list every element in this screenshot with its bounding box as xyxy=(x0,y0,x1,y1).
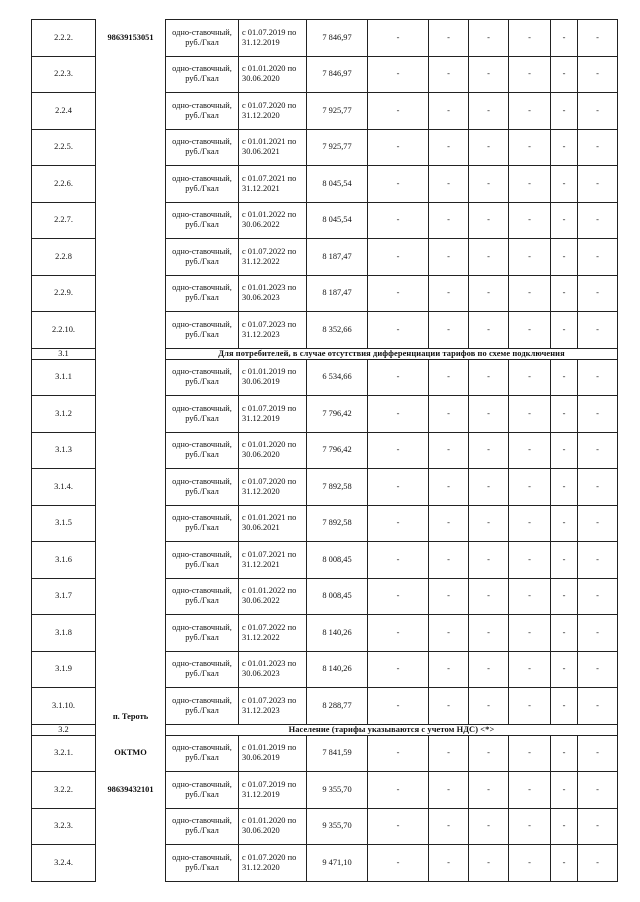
tariff-type: одно-ставочный, руб./Гкал xyxy=(166,615,239,652)
empty-value-dash: - xyxy=(551,93,578,130)
empty-value-dash: - xyxy=(469,312,509,349)
empty-value-dash: - xyxy=(509,651,551,688)
account-cell xyxy=(96,93,166,130)
empty-value-dash: - xyxy=(368,129,429,166)
empty-value-dash: - xyxy=(469,275,509,312)
empty-value-dash: - xyxy=(551,56,578,93)
empty-value-dash: - xyxy=(429,505,469,542)
account-cell xyxy=(96,724,166,735)
tariff-type: одно-ставочный, руб./Гкал xyxy=(166,735,239,772)
empty-value-dash: - xyxy=(578,20,618,57)
row-number: 3.2.3. xyxy=(32,808,96,845)
empty-value-dash: - xyxy=(509,129,551,166)
empty-value-dash: - xyxy=(551,202,578,239)
account-cell xyxy=(96,845,166,882)
tariff-value: 7 892,58 xyxy=(307,505,368,542)
tariff-period: с 01.01.2020 по 30.06.2020 xyxy=(239,432,307,469)
empty-value-dash: - xyxy=(578,808,618,845)
settlement-name: п. Тероть xyxy=(96,688,166,725)
table-row xyxy=(32,359,618,396)
account-cell xyxy=(96,396,166,433)
row-number: 3.1.7 xyxy=(32,578,96,615)
row-number: 3.1.9 xyxy=(32,651,96,688)
empty-value-dash: - xyxy=(469,651,509,688)
empty-value-dash: - xyxy=(429,578,469,615)
tariff-period: с 01.07.2022 по 31.12.2022 xyxy=(239,615,307,652)
tariff-type: одно-ставочный, руб./Гкал xyxy=(166,359,239,396)
oktmo-code: 98639432101 xyxy=(96,772,166,809)
tariff-value: 8 140,26 xyxy=(307,615,368,652)
empty-value-dash: - xyxy=(368,808,429,845)
empty-value-dash: - xyxy=(368,542,429,579)
account-cell xyxy=(96,239,166,276)
tariff-period: с 01.01.2023 по 30.06.2023 xyxy=(239,275,307,312)
empty-value-dash: - xyxy=(578,93,618,130)
tariff-type: одно-ставочный, руб./Гкал xyxy=(166,20,239,57)
account-cell xyxy=(96,615,166,652)
empty-value-dash: - xyxy=(551,469,578,506)
tariff-period: с 01.01.2020 по 30.06.2020 xyxy=(239,56,307,93)
empty-value-dash: - xyxy=(368,845,429,882)
tariff-period: с 01.07.2020 по 31.12.2020 xyxy=(239,93,307,130)
empty-value-dash: - xyxy=(509,735,551,772)
empty-value-dash: - xyxy=(469,845,509,882)
empty-value-dash: - xyxy=(429,275,469,312)
empty-value-dash: - xyxy=(368,615,429,652)
tariff-period: с 01.01.2022 по 30.06.2022 xyxy=(239,202,307,239)
empty-value-dash: - xyxy=(469,396,509,433)
row-number: 3.1.2 xyxy=(32,396,96,433)
table-row xyxy=(32,93,618,130)
empty-value-dash: - xyxy=(429,469,469,506)
empty-value-dash: - xyxy=(469,578,509,615)
empty-value-dash: - xyxy=(578,772,618,809)
row-number: 3.2.2. xyxy=(32,772,96,809)
tariff-type: одно-ставочный, руб./Гкал xyxy=(166,166,239,203)
account-cell xyxy=(96,432,166,469)
tariff-period: с 01.07.2019 по 31.12.2019 xyxy=(239,772,307,809)
empty-value-dash: - xyxy=(578,56,618,93)
account-cell xyxy=(96,505,166,542)
empty-value-dash: - xyxy=(368,202,429,239)
empty-value-dash: - xyxy=(429,808,469,845)
empty-value-dash: - xyxy=(368,432,429,469)
row-number: 3.1.10. xyxy=(32,688,96,725)
empty-value-dash: - xyxy=(551,505,578,542)
tariff-type: одно-ставочный, руб./Гкал xyxy=(166,688,239,725)
tariff-period: с 01.01.2019 по 30.06.2019 xyxy=(239,735,307,772)
row-number: 2.2.6. xyxy=(32,166,96,203)
account-cell xyxy=(96,359,166,396)
row-number: 3.2.4. xyxy=(32,845,96,882)
empty-value-dash: - xyxy=(551,129,578,166)
empty-value-dash: - xyxy=(578,578,618,615)
empty-value-dash: - xyxy=(469,469,509,506)
empty-value-dash: - xyxy=(368,239,429,276)
empty-value-dash: - xyxy=(368,469,429,506)
empty-value-dash: - xyxy=(509,56,551,93)
empty-value-dash: - xyxy=(429,688,469,725)
empty-value-dash: - xyxy=(509,808,551,845)
tariff-period: с 01.01.2019 по 30.06.2019 xyxy=(239,359,307,396)
empty-value-dash: - xyxy=(469,166,509,203)
tariff-value: 8 045,54 xyxy=(307,166,368,203)
tariff-period: с 01.07.2020 по 31.12.2020 xyxy=(239,469,307,506)
tariff-period: с 01.07.2020 по 31.12.2020 xyxy=(239,845,307,882)
row-number: 2.2.7. xyxy=(32,202,96,239)
empty-value-dash: - xyxy=(578,469,618,506)
empty-value-dash: - xyxy=(509,578,551,615)
empty-value-dash: - xyxy=(509,239,551,276)
table-row xyxy=(32,202,618,239)
section-header-row xyxy=(32,724,618,735)
tariff-type: одно-ставочный, руб./Гкал xyxy=(166,239,239,276)
table-row xyxy=(32,505,618,542)
tariff-type: одно-ставочный, руб./Гкал xyxy=(166,202,239,239)
table-row xyxy=(32,808,618,845)
empty-value-dash: - xyxy=(578,312,618,349)
empty-value-dash: - xyxy=(551,735,578,772)
empty-value-dash: - xyxy=(509,432,551,469)
empty-value-dash: - xyxy=(368,651,429,688)
empty-value-dash: - xyxy=(368,166,429,203)
empty-value-dash: - xyxy=(551,651,578,688)
empty-value-dash: - xyxy=(578,166,618,203)
tariff-type: одно-ставочный, руб./Гкал xyxy=(166,312,239,349)
empty-value-dash: - xyxy=(368,312,429,349)
tariff-type: одно-ставочный, руб./Гкал xyxy=(166,432,239,469)
table-row xyxy=(32,275,618,312)
empty-value-dash: - xyxy=(578,396,618,433)
empty-value-dash: - xyxy=(551,688,578,725)
tariff-value: 8 008,45 xyxy=(307,578,368,615)
tariff-value: 8 288,77 xyxy=(307,688,368,725)
empty-value-dash: - xyxy=(368,505,429,542)
row-number: 2.2.5. xyxy=(32,129,96,166)
account-cell xyxy=(96,808,166,845)
table-row xyxy=(32,772,618,809)
empty-value-dash: - xyxy=(578,542,618,579)
empty-value-dash: - xyxy=(509,359,551,396)
empty-value-dash: - xyxy=(509,166,551,203)
tariff-value: 8 008,45 xyxy=(307,542,368,579)
empty-value-dash: - xyxy=(551,578,578,615)
table-row xyxy=(32,56,618,93)
tariff-period: с 01.01.2020 по 30.06.2020 xyxy=(239,808,307,845)
empty-value-dash: - xyxy=(509,202,551,239)
empty-value-dash: - xyxy=(429,432,469,469)
row-number: 3.1.8 xyxy=(32,615,96,652)
empty-value-dash: - xyxy=(469,20,509,57)
empty-value-dash: - xyxy=(551,542,578,579)
table-row xyxy=(32,396,618,433)
empty-value-dash: - xyxy=(368,56,429,93)
empty-value-dash: - xyxy=(578,359,618,396)
tariff-value: 7 892,58 xyxy=(307,469,368,506)
empty-value-dash: - xyxy=(578,129,618,166)
empty-value-dash: - xyxy=(368,688,429,725)
empty-value-dash: - xyxy=(509,772,551,809)
empty-value-dash: - xyxy=(368,578,429,615)
account-cell xyxy=(96,56,166,93)
empty-value-dash: - xyxy=(429,239,469,276)
tariff-type: одно-ставочный, руб./Гкал xyxy=(166,845,239,882)
row-number: 3.1.5 xyxy=(32,505,96,542)
empty-value-dash: - xyxy=(469,359,509,396)
row-number: 2.2.9. xyxy=(32,275,96,312)
table-row xyxy=(32,166,618,203)
table-row xyxy=(32,432,618,469)
empty-value-dash: - xyxy=(509,396,551,433)
table-row xyxy=(32,651,618,688)
empty-value-dash: - xyxy=(551,239,578,276)
empty-value-dash: - xyxy=(429,56,469,93)
account-cell xyxy=(96,129,166,166)
oktmo-label: ОКТМО xyxy=(96,735,166,772)
account-cell xyxy=(96,651,166,688)
row-number: 2.2.8 xyxy=(32,239,96,276)
empty-value-dash: - xyxy=(578,202,618,239)
row-number: 3.2.1. xyxy=(32,735,96,772)
section-title: Население (тарифы указываются с учетом НДС) <*> xyxy=(166,724,618,735)
account-cell xyxy=(96,469,166,506)
empty-value-dash: - xyxy=(509,845,551,882)
empty-value-dash: - xyxy=(368,275,429,312)
tariff-type: одно-ставочный, руб./Гкал xyxy=(166,129,239,166)
row-number: 3.1.1 xyxy=(32,359,96,396)
tariff-type: одно-ставочный, руб./Гкал xyxy=(166,93,239,130)
tariff-period: с 01.07.2019 по 31.12.2019 xyxy=(239,20,307,57)
empty-value-dash: - xyxy=(429,772,469,809)
empty-value-dash: - xyxy=(429,166,469,203)
tariff-period: с 01.01.2021 по 30.06.2021 xyxy=(239,129,307,166)
account-cell xyxy=(96,348,166,359)
empty-value-dash: - xyxy=(429,615,469,652)
empty-value-dash: - xyxy=(578,432,618,469)
tariff-value: 7 925,77 xyxy=(307,93,368,130)
row-number: 2.2.3. xyxy=(32,56,96,93)
tariff-type: одно-ставочный, руб./Гкал xyxy=(166,578,239,615)
empty-value-dash: - xyxy=(551,359,578,396)
table-row xyxy=(32,542,618,579)
empty-value-dash: - xyxy=(551,275,578,312)
empty-value-dash: - xyxy=(578,505,618,542)
empty-value-dash: - xyxy=(429,93,469,130)
empty-value-dash: - xyxy=(469,56,509,93)
account-cell xyxy=(96,578,166,615)
empty-value-dash: - xyxy=(429,735,469,772)
empty-value-dash: - xyxy=(469,808,509,845)
tariff-period: с 01.07.2021 по 31.12.2021 xyxy=(239,542,307,579)
account-cell xyxy=(96,275,166,312)
empty-value-dash: - xyxy=(509,312,551,349)
tariff-value: 9 355,70 xyxy=(307,772,368,809)
empty-value-dash: - xyxy=(469,735,509,772)
empty-value-dash: - xyxy=(509,505,551,542)
account-cell xyxy=(96,202,166,239)
empty-value-dash: - xyxy=(578,651,618,688)
empty-value-dash: - xyxy=(509,542,551,579)
section-number: 3.2 xyxy=(32,724,96,735)
tariff-type: одно-ставочный, руб./Гкал xyxy=(166,505,239,542)
tariff-type: одно-ставочный, руб./Гкал xyxy=(166,469,239,506)
section-title: Для потребителей, в случае отсутствия дифференциации тарифов по схеме подключения xyxy=(166,348,618,359)
section-number: 3.1 xyxy=(32,348,96,359)
empty-value-dash: - xyxy=(551,808,578,845)
tariff-period: с 01.07.2019 по 31.12.2019 xyxy=(239,396,307,433)
empty-value-dash: - xyxy=(551,845,578,882)
tariff-type: одно-ставочный, руб./Гкал xyxy=(166,651,239,688)
tariff-value: 7 925,77 xyxy=(307,129,368,166)
empty-value-dash: - xyxy=(469,505,509,542)
empty-value-dash: - xyxy=(429,359,469,396)
tariff-value: 6 534,66 xyxy=(307,359,368,396)
empty-value-dash: - xyxy=(429,129,469,166)
tariff-type: одно-ставочный, руб./Гкал xyxy=(166,56,239,93)
empty-value-dash: - xyxy=(551,166,578,203)
empty-value-dash: - xyxy=(429,312,469,349)
empty-value-dash: - xyxy=(368,359,429,396)
table-row xyxy=(32,688,618,725)
empty-value-dash: - xyxy=(469,239,509,276)
table-row xyxy=(32,239,618,276)
empty-value-dash: - xyxy=(551,772,578,809)
table-row xyxy=(32,578,618,615)
tariff-type: одно-ставочный, руб./Гкал xyxy=(166,542,239,579)
tariff-table xyxy=(31,19,618,882)
empty-value-dash: - xyxy=(429,542,469,579)
table-row xyxy=(32,312,618,349)
empty-value-dash: - xyxy=(429,202,469,239)
tariff-period: с 01.07.2022 по 31.12.2022 xyxy=(239,239,307,276)
empty-value-dash: - xyxy=(551,396,578,433)
row-number: 2.2.10. xyxy=(32,312,96,349)
empty-value-dash: - xyxy=(509,615,551,652)
tariff-type: одно-ставочный, руб./Гкал xyxy=(166,396,239,433)
account-cell xyxy=(96,166,166,203)
table-row xyxy=(32,845,618,882)
empty-value-dash: - xyxy=(469,542,509,579)
empty-value-dash: - xyxy=(368,93,429,130)
tariff-value: 7 846,97 xyxy=(307,20,368,57)
table-row xyxy=(32,469,618,506)
empty-value-dash: - xyxy=(429,651,469,688)
empty-value-dash: - xyxy=(578,688,618,725)
tariff-period: с 01.01.2021 по 30.06.2021 xyxy=(239,505,307,542)
tariff-value: 8 187,47 xyxy=(307,275,368,312)
row-number: 2.2.2. xyxy=(32,20,96,57)
tariff-period: с 01.01.2023 по 30.06.2023 xyxy=(239,651,307,688)
empty-value-dash: - xyxy=(469,202,509,239)
empty-value-dash: - xyxy=(509,93,551,130)
tariff-value: 9 471,10 xyxy=(307,845,368,882)
tariff-value: 8 352,66 xyxy=(307,312,368,349)
account-cell xyxy=(96,312,166,349)
row-number: 3.1.6 xyxy=(32,542,96,579)
empty-value-dash: - xyxy=(469,772,509,809)
account-cell xyxy=(96,542,166,579)
empty-value-dash: - xyxy=(368,396,429,433)
tariff-value: 9 355,70 xyxy=(307,808,368,845)
row-number: 3.1.4. xyxy=(32,469,96,506)
empty-value-dash: - xyxy=(509,469,551,506)
empty-value-dash: - xyxy=(551,312,578,349)
empty-value-dash: - xyxy=(509,688,551,725)
tariff-period: с 01.07.2023 по 31.12.2023 xyxy=(239,688,307,725)
table-row xyxy=(32,20,618,57)
account-number: 98639153051 xyxy=(96,20,166,57)
empty-value-dash: - xyxy=(429,396,469,433)
row-number: 3.1.3 xyxy=(32,432,96,469)
empty-value-dash: - xyxy=(368,20,429,57)
tariff-value: 7 796,42 xyxy=(307,396,368,433)
tariff-value: 7 846,97 xyxy=(307,56,368,93)
table-row xyxy=(32,735,618,772)
empty-value-dash: - xyxy=(578,275,618,312)
tariff-value: 8 045,54 xyxy=(307,202,368,239)
empty-value-dash: - xyxy=(551,432,578,469)
section-header-row xyxy=(32,348,618,359)
empty-value-dash: - xyxy=(509,275,551,312)
empty-value-dash: - xyxy=(469,615,509,652)
empty-value-dash: - xyxy=(551,615,578,652)
tariff-value: 7 796,42 xyxy=(307,432,368,469)
row-number: 2.2.4 xyxy=(32,93,96,130)
empty-value-dash: - xyxy=(578,845,618,882)
table-row xyxy=(32,615,618,652)
empty-value-dash: - xyxy=(469,129,509,166)
empty-value-dash: - xyxy=(368,735,429,772)
empty-value-dash: - xyxy=(578,615,618,652)
tariff-value: 8 140,26 xyxy=(307,651,368,688)
empty-value-dash: - xyxy=(551,20,578,57)
tariff-type: одно-ставочный, руб./Гкал xyxy=(166,275,239,312)
empty-value-dash: - xyxy=(469,93,509,130)
tariff-value: 7 841,59 xyxy=(307,735,368,772)
empty-value-dash: - xyxy=(368,772,429,809)
empty-value-dash: - xyxy=(578,735,618,772)
tariff-type: одно-ставочный, руб./Гкал xyxy=(166,808,239,845)
empty-value-dash: - xyxy=(469,432,509,469)
tariff-period: с 01.07.2023 по 31.12.2023 xyxy=(239,312,307,349)
tariff-period: с 01.01.2022 по 30.06.2022 xyxy=(239,578,307,615)
empty-value-dash: - xyxy=(469,688,509,725)
tariff-value: 8 187,47 xyxy=(307,239,368,276)
empty-value-dash: - xyxy=(429,20,469,57)
empty-value-dash: - xyxy=(429,845,469,882)
tariff-type: одно-ставочный, руб./Гкал xyxy=(166,772,239,809)
empty-value-dash: - xyxy=(509,20,551,57)
table-row xyxy=(32,129,618,166)
tariff-period: с 01.07.2021 по 31.12.2021 xyxy=(239,166,307,203)
empty-value-dash: - xyxy=(578,239,618,276)
